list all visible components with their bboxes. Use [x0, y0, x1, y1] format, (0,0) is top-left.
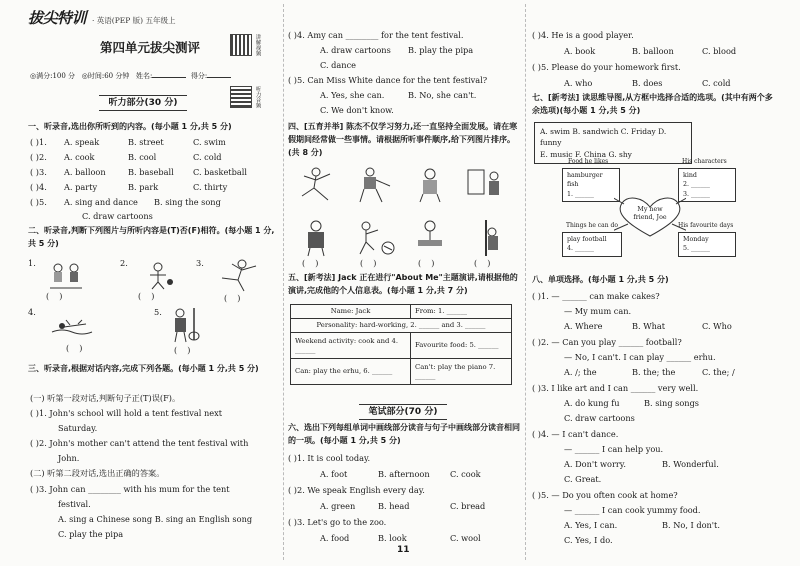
- mm-char-1: kind: [683, 172, 697, 179]
- s6-q2: ( )2. We speak English every day.: [288, 485, 425, 495]
- s2-answer-2[interactable]: ( ): [138, 292, 155, 301]
- s8-title: 八、单项选择。(每小题 1 分,共 5 分): [532, 275, 669, 284]
- s8-q5-reply: — ______ I can cook yummy food.: [564, 505, 701, 515]
- s2-answer-1[interactable]: ( ): [46, 292, 63, 301]
- s8-q5-a[interactable]: A. Yes, I can.: [564, 520, 618, 530]
- name-field[interactable]: [152, 70, 186, 78]
- s3-q3-line2: festival.: [58, 499, 91, 509]
- s3-q5-b[interactable]: B. No, she can't.: [408, 90, 477, 100]
- s8-q3-a[interactable]: A. do kung fu: [564, 398, 620, 408]
- table-personality-cell[interactable]: Personality: hard-working, 2. ______ and 3. ______: [291, 319, 512, 333]
- s7-words-row2: E. music F. China G. shy: [540, 149, 632, 159]
- s1-q5: ( )5.: [30, 197, 47, 207]
- score-field[interactable]: [207, 70, 231, 78]
- s4-picture-1: [294, 166, 338, 204]
- column-right: [532, 0, 777, 566]
- s1-q2: ( )2.: [30, 152, 47, 162]
- s4-picture-8: [464, 218, 508, 258]
- table-weekend-cell[interactable]: Weekend activity: cook and 4. ______: [291, 333, 411, 359]
- s1-q1-c[interactable]: C. swim: [193, 137, 226, 147]
- s4-answer-3[interactable]: ( ): [418, 259, 435, 268]
- s2-answer-3[interactable]: ( ): [224, 294, 241, 303]
- s6-q2-c[interactable]: C. bread: [450, 501, 486, 511]
- s6-q5-a[interactable]: A. who: [564, 78, 593, 88]
- book-subtitle: · 英语(PEP 版) 五年级上: [92, 16, 176, 26]
- s2-num-2: 2.: [120, 258, 128, 268]
- mm-center-label: My new friend, Joe: [633, 206, 667, 222]
- s1-q1-a[interactable]: A. speak: [64, 137, 100, 147]
- mm-food-1: hamburger: [567, 172, 603, 179]
- s8-q1: ( )1. — ______ can make cakes?: [532, 291, 660, 301]
- page-number: 11: [397, 545, 410, 555]
- s4-picture-6: [350, 218, 400, 258]
- s6-q1-a[interactable]: A. foot: [320, 469, 348, 479]
- s1-q1: ( )1.: [30, 137, 47, 147]
- s1-q5-a[interactable]: A. sing and dance: [64, 197, 138, 207]
- mm-blank-1[interactable]: 1. ______: [567, 190, 594, 198]
- name-label: 姓名:: [136, 72, 153, 80]
- s8-q2-a[interactable]: A. /; the: [564, 367, 597, 377]
- mm-char-heading: His characters: [682, 158, 727, 165]
- mm-food-2: fish: [567, 181, 579, 189]
- s8-q4-reply: — ______ I can help you.: [564, 444, 664, 454]
- s8-q3-c[interactable]: C. draw cartoons: [564, 413, 635, 423]
- s1-q5-c[interactable]: C. draw cartoons: [82, 211, 153, 221]
- s6-q1: ( )1. It is cool today.: [288, 453, 371, 463]
- s2-answer-5[interactable]: ( ): [174, 346, 191, 355]
- s2-num-1: 1.: [28, 258, 36, 268]
- s1-q1-b[interactable]: B. street: [128, 137, 164, 147]
- mm-food-heading: Food he likes: [568, 158, 609, 165]
- s8-q1-b[interactable]: B. What: [632, 321, 666, 331]
- s4-picture-4: [464, 166, 508, 204]
- s1-q2-c[interactable]: C. cold: [193, 152, 222, 162]
- s4-answer-1[interactable]: ( ): [302, 259, 319, 268]
- brand-logo: 拔尖特训: [28, 9, 87, 27]
- s3-q4-b[interactable]: B. play the pipa: [408, 45, 474, 55]
- mm-days-box: [678, 232, 736, 257]
- s4-answer-4[interactable]: ( ): [474, 259, 491, 268]
- column-left: [28, 0, 278, 566]
- s8-q2-reply: — No, I can't. I can play ______ erhu.: [564, 352, 716, 362]
- s3-q3-options[interactable]: A. sing a Chinese song B. sing an English song: [58, 514, 253, 524]
- s3-q4: ( )4. Amy can ________ for the tent festival.: [288, 30, 464, 40]
- s2-answer-4[interactable]: ( ): [66, 344, 83, 353]
- s1-q3-b[interactable]: B. baseball: [128, 167, 174, 177]
- s8-q5-c[interactable]: C. Yes, I do.: [564, 535, 613, 545]
- s1-q4-c[interactable]: C. thirty: [193, 182, 228, 192]
- mm-can-1: play football: [567, 236, 607, 243]
- s1-q3-c[interactable]: C. basketball: [193, 167, 247, 177]
- mm-char-box: [678, 168, 736, 202]
- s8-q3-b[interactable]: B. sing songs: [644, 398, 700, 408]
- s5-info-table: [290, 304, 512, 385]
- s1-q5-b[interactable]: B. sing the song: [154, 197, 221, 207]
- qr-label-video: 讲解视频: [254, 34, 261, 56]
- s6-title: 六、选出下列每组单词中画线部分读音与句子中画线部分读音相同的一项。(每小题 1 分,共 5 分): [288, 423, 520, 445]
- s1-q2-a[interactable]: A. cook: [64, 152, 95, 162]
- s6-q1-b[interactable]: B. afternoon: [378, 469, 430, 479]
- s1-q4-a[interactable]: A. party: [64, 182, 98, 192]
- s1-q3: ( )3.: [30, 167, 47, 177]
- table-name-cell: Name: Jack: [291, 305, 411, 319]
- s3-sub2: (二) 听第二段对话,选出正确的答案。: [30, 468, 165, 478]
- s4-picture-2: [350, 166, 394, 204]
- s1-q2-b[interactable]: B. cool: [128, 152, 157, 162]
- score-label: 得分:: [190, 72, 208, 80]
- s4-answer-2[interactable]: ( ): [360, 259, 377, 268]
- mm-days-heading: His favourite days: [678, 222, 734, 229]
- column-middle: [288, 0, 520, 566]
- column-divider: [525, 4, 526, 560]
- s1-q4: ( )4.: [30, 182, 47, 192]
- table-from-cell[interactable]: From: 1. ______: [411, 305, 512, 319]
- s8-q2: ( )2. — Can you play ______ football?: [532, 337, 682, 347]
- s6-q4: ( )4. He is a good player.: [532, 30, 634, 40]
- mm-blank-4[interactable]: 4. ______: [567, 245, 594, 253]
- s3-q2-line2: John.: [58, 453, 80, 463]
- s3-q3-line1: ( )3. John can ________ with his mum for the tent: [30, 484, 230, 494]
- s2-title: 二、听录音,判断下列图片与所听内容是(T)否(F)相符。(每小题 1 分,共 5 分): [28, 226, 275, 248]
- s2-picture-4: [50, 312, 100, 340]
- s6-q2-b[interactable]: B. head: [378, 501, 410, 511]
- s6-q5: ( )5. Please do your homework first.: [532, 62, 681, 72]
- s1-title: 一、听录音,选出你所听到的内容。(每小题 1 分,共 5 分): [28, 122, 232, 131]
- s6-q2-a[interactable]: A. green: [320, 501, 356, 511]
- s5-title: 五、[新考法] Jack 正在进行"About Me"主题演讲,请根据他的演讲,完成他的个人信息表。(每小题 1 分,共 7 分): [288, 273, 518, 295]
- s3-q5-c[interactable]: C. We don't know.: [320, 105, 394, 115]
- full-score: ◎满分:100 分: [30, 72, 76, 80]
- s8-q4: ( )4. — I can't dance.: [532, 429, 619, 439]
- s4-picture-5: [294, 218, 338, 258]
- s3-title: 三、听录音,根据对话内容,完成下列各题。(每小题 1 分,共 5 分): [28, 364, 259, 373]
- s7-words-row1: A. swim B. sandwich C. Friday D. funny: [540, 127, 667, 148]
- mm-can-box: [562, 232, 622, 257]
- s3-q2-line1: ( )2. John's mother can't attend the tent festival with: [30, 438, 249, 448]
- time-limit: ◎时间:60 分钟: [81, 72, 130, 80]
- qr-code-video[interactable]: [230, 34, 252, 56]
- s7-word-box: [534, 122, 692, 164]
- s8-q1-reply: — My mum can.: [564, 306, 632, 316]
- column-divider: [283, 4, 284, 560]
- s3-q4-a[interactable]: A. draw cartoons: [320, 45, 391, 55]
- table-food-cell[interactable]: Favourite food: 5. ______: [411, 333, 512, 359]
- s3-q4-c[interactable]: C. dance: [320, 60, 357, 70]
- mm-days-1: Monday: [683, 236, 709, 243]
- s3-q3-option-c[interactable]: C. play the pipa: [58, 529, 124, 539]
- s8-q4-a[interactable]: A. Don't worry.: [564, 459, 626, 469]
- s8-q4-c[interactable]: C. Great.: [564, 474, 602, 484]
- s8-q1-a[interactable]: A. Where: [564, 321, 603, 331]
- mm-blank-3[interactable]: 3. ______: [683, 190, 710, 198]
- written-section-title: 笔试部分(70 分): [348, 404, 458, 420]
- s6-q3-b[interactable]: B. look: [378, 533, 407, 543]
- s4-picture-3: [408, 166, 452, 204]
- table-can-cell[interactable]: Can: play the erhu, 6. ______: [291, 359, 411, 385]
- s8-q5: ( )5. — Do you often cook at home?: [532, 490, 678, 500]
- exam-title: 第四单元拔尖测评: [100, 40, 201, 55]
- s2-picture-3: [212, 258, 262, 292]
- s3-sub1: (一) 听第一段对话,判断句子正(T)误(F)。: [30, 393, 181, 403]
- s6-q4-a[interactable]: A. book: [564, 46, 596, 56]
- exam-meta: [30, 70, 231, 81]
- s8-q2-c[interactable]: C. the; /: [702, 367, 735, 377]
- mm-food-box: [562, 168, 620, 202]
- s3-q5: ( )5. Can Miss White dance for the tent festival?: [288, 75, 488, 85]
- s6-q3-c[interactable]: C. wool: [450, 533, 481, 543]
- qr-code-audio[interactable]: [230, 86, 252, 108]
- s2-picture-2: [138, 260, 178, 290]
- s4-picture-7: [408, 218, 452, 258]
- s2-num-3: 3.: [196, 258, 204, 268]
- qr-label-audio: 听力音频: [254, 86, 261, 108]
- s3-q1-line1: ( )1. John's school will hold a tent festival next: [30, 408, 223, 418]
- mm-can-heading: Things he can do: [566, 222, 618, 229]
- s2-num-5: 5.: [154, 307, 162, 317]
- s4-title: 四、[五育并举] 陈杰不仅学习努力,还一直坚持全面发展。请在寒假期间经常做一些事情。请根据所听事件顺序,给下列图片排序。(共 8 分): [288, 122, 518, 157]
- s6-q5-b[interactable]: B. does: [632, 78, 663, 88]
- s6-q3: ( )3. Let's go to the zoo.: [288, 517, 387, 527]
- s2-picture-5: [166, 306, 202, 344]
- s6-q1-c[interactable]: C. cook: [450, 469, 481, 479]
- mm-blank-2[interactable]: 2. ______: [683, 181, 710, 189]
- s8-q2-b[interactable]: B. the; the: [632, 367, 676, 377]
- s2-picture-1: [46, 260, 86, 290]
- listening-section-title: 听力部分(30 分): [88, 95, 198, 111]
- table-cant-cell[interactable]: Can't: play the piano 7. ______: [411, 359, 512, 385]
- s8-q5-b[interactable]: B. No, I don't.: [662, 520, 720, 530]
- s6-q3-a[interactable]: A. food: [320, 533, 350, 543]
- s3-q5-a[interactable]: A. Yes, she can.: [320, 90, 385, 100]
- s2-num-4: 4.: [28, 307, 36, 317]
- s7-title: 七、[新考法] 读思维导图,从方框中选择合适的选项。(其中有两个多余选项)(每小题 1 分,共 5 分): [532, 93, 773, 115]
- s1-q3-a[interactable]: A. balloon: [64, 167, 106, 177]
- s1-q4-b[interactable]: B. park: [128, 182, 159, 192]
- s8-q1-c[interactable]: C. Who: [702, 321, 732, 331]
- s3-q1-line2: Saturday.: [58, 423, 98, 433]
- mm-blank-5[interactable]: 5. ______: [683, 245, 710, 253]
- s6-q4-c[interactable]: C. blood: [702, 46, 737, 56]
- s6-q5-c[interactable]: C. cold: [702, 78, 731, 88]
- s6-q4-b[interactable]: B. balloon: [632, 46, 674, 56]
- s8-q3: ( )3. I like art and I can ______ very well.: [532, 383, 699, 393]
- s8-q4-b[interactable]: B. Wonderful.: [662, 459, 719, 469]
